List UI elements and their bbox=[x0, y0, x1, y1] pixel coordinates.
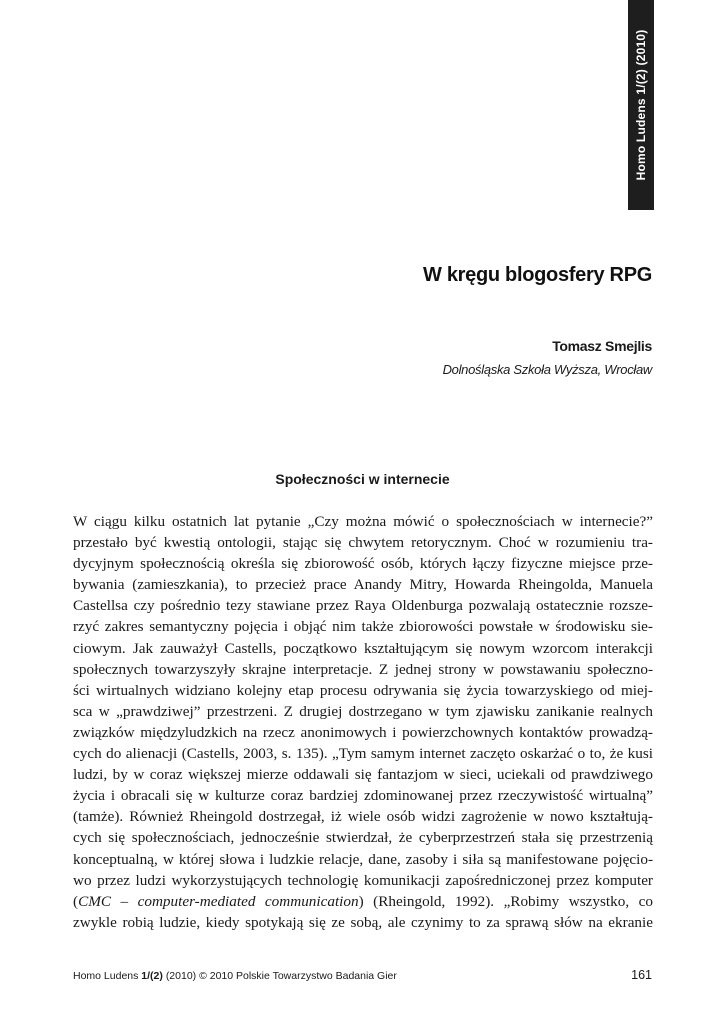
section-heading: Społeczności w internecie bbox=[275, 471, 450, 487]
journal-side-tab-label: Homo Ludens 1/(2) (2010) bbox=[634, 29, 648, 181]
article-author: Tomasz Smejlis bbox=[552, 338, 652, 354]
page-footer bbox=[73, 970, 397, 982]
body-line: bywania (zamieszkania), to przecież prace Anandy Mitry, Howarda Rheingolda, Manuela bbox=[73, 576, 653, 594]
footer-journal: Homo Ludens bbox=[73, 970, 139, 982]
journal-side-tab bbox=[628, 0, 654, 210]
body-line: konceptualną, w której słowa i ludzkie relacje, dane, zasoby i siła są manifestowane pojęcio- bbox=[73, 850, 653, 868]
body-line: ści wirtualnych widziano kolejny etap procesu odrywania się życia towarzyskiego od miej- bbox=[73, 681, 653, 699]
cmc-term: CMC – computer-mediated communication bbox=[78, 892, 359, 910]
article-title: W kręgu blogosfery RPG bbox=[423, 264, 652, 286]
body-line: W ciągu kilku ostatnich lat pytanie „Czy można mówić o społecznościach w internecie?” bbox=[73, 513, 653, 530]
page-number: 161 bbox=[631, 968, 652, 982]
body-line: ludzi, by w coraz większej mierze oddawali się fantazjom w sieci, uciekali od prawdziwego bbox=[73, 766, 653, 784]
body-line: dycyjnym społecznością określa się zbiorowość osób, których łączy fizyczne miejsce prze- bbox=[73, 555, 653, 573]
body-line: zwykle robią ludzie, kiedy spotykają się ze sobą, ale czynimy to za sprawą słów na ekranie bbox=[73, 913, 653, 931]
footer-copyright: (2010) © 2010 Polskie Towarzystwo Badania Gier bbox=[165, 970, 397, 982]
body-line: społecznych towarzyszyły skrajne interpretacje. Z jednej strony w powstawaniu społeczno- bbox=[73, 660, 653, 678]
body-line: Castellsa czy pośrednio tezy stawiane przez Raya Oldenburga pozwalają ostatecznie rozsze- bbox=[73, 597, 653, 615]
body-line: (CMC – computer-mediated communication) (Rheingold, 1992). „Robimy wszystko, co bbox=[73, 892, 653, 910]
body-line: przestało być kwestią ontologii, stając się chwytem retorycznym. Choć w rozumieniu tra- bbox=[73, 534, 653, 552]
author-affiliation: Dolnośląska Szkoła Wyższa, Wrocław bbox=[442, 362, 652, 377]
body-line: (tamże). Również Rheingold dostrzegał, iż wiele osób widzi zagrożenie w nowo kształtują- bbox=[73, 808, 653, 826]
body-line: życia i obracali się w kulturze coraz bardziej zdominowanej przez rzeczywistość wirtualną” bbox=[73, 787, 653, 805]
footer-issue: 1/(2) bbox=[141, 970, 163, 982]
body-line: rzyć zakres semantyczny pojęcia i objąć nim także zbiorowości powstałe w środowisku sie- bbox=[73, 618, 653, 636]
body-line: związków międzyludzkich na rzecz anonimowych i powierzchownych kontaktów prowadzą- bbox=[73, 723, 653, 741]
body-line: wo przez ludzi wykorzystujących technologię komunikacji zapośredniczonej przez komputer bbox=[73, 871, 653, 889]
body-line: sca w „prawdziwej” przestrzeni. Z drugiej dostrzegano w tym zjawisku zanikanie realnych bbox=[73, 702, 653, 720]
body-line: ciowym. Jak zauważył Castells, początkowo kształtującym się nowym wzorcom interakcji bbox=[73, 639, 653, 657]
body-line: cych do alienacji (Castells, 2003, s. 135). „Tym samym internet zaczęto oskarżać o to, że kusi bbox=[73, 745, 653, 763]
body-line: cych się społecznościach, jednocześnie stwierdzał, że cyberprzestrzeń stała się przestrzenią bbox=[73, 829, 653, 847]
body-paragraph bbox=[73, 511, 653, 933]
